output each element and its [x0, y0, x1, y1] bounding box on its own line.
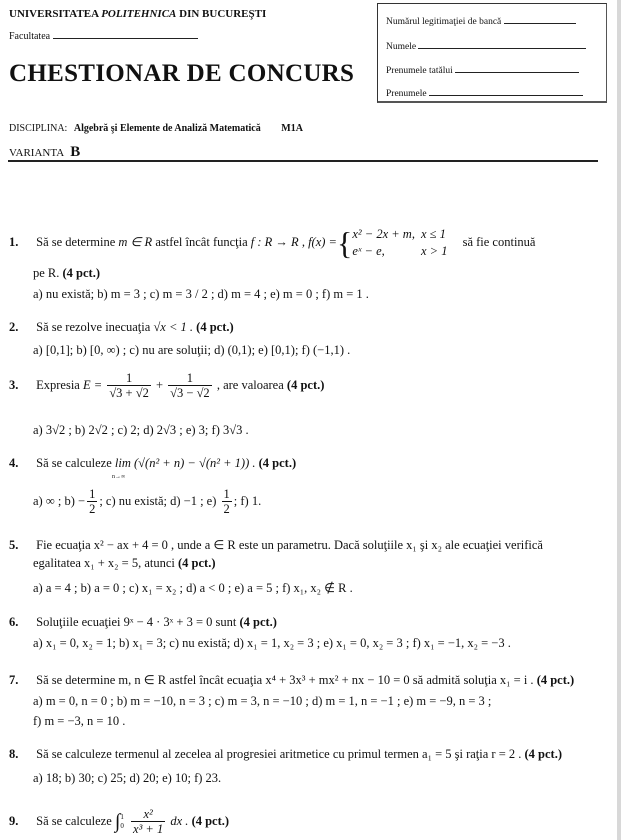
faculty-blank[interactable]	[53, 27, 198, 39]
bench-number-blank[interactable]	[504, 12, 576, 24]
question-1-answers: a) nu există; b) m = 3 ; c) m = 3 / 2 ; d) m = 4 ; e) m = 0 ; f) m = 1 .	[33, 287, 369, 301]
variant-line: VARIANTA B	[9, 144, 81, 160]
question-6: 6. Soluţiile ecuaţiei 9ˣ − 4 · 3ˣ + 3 = 0 sunt (4 pct.)	[9, 615, 277, 629]
university-name: UNIVERSITATEA POLITEHNICA DIN BUCUREŞTI	[9, 8, 267, 20]
question-3: 3. Expresia E = $\frac{1}{√3 + √2}$ + $\frac{1}{√3 - √2}$ , are valoarea (4 pct.)	[9, 371, 325, 400]
question-2-answers: a) [0,1]; b) [0, ∞) ; c) nu are soluţii; d) (0,1); e) [0,1); f) (−1,1) .	[33, 343, 351, 357]
id-row-last-name: Numele	[386, 37, 586, 52]
id-row-bench-number: Numărul legitimaţiei de bancă	[386, 12, 576, 27]
first-name-blank[interactable]	[429, 84, 583, 96]
question-9: 9. Să se calculeze ∫ 1 0 $\frac{\text{x²}}{\text{x³ + 1}}$ dx . (4 pct.)	[9, 807, 230, 836]
question-1: 1. Să se determine m ∈ R astfel încât funcţia f : R → R , f(x) ={ x² − 2x + m, x ≤ 1 eˣ − e, x > 1 să fie continuă	[9, 225, 536, 261]
fraction-1: $\frac{1}{√3 + √2}$	[109, 371, 149, 400]
answer-e-fraction: $\frac{1}{2}$	[223, 487, 230, 516]
limit-subscript: n→∞	[112, 474, 126, 480]
header-divider	[8, 160, 598, 162]
faculty-field: Facultatea	[9, 27, 198, 42]
question-2: 2. Să se rezolve inecuaţia √x < 1 . (4 pct.)	[9, 320, 234, 334]
piecewise-cases: x² − 2x + m, x ≤ 1 eˣ − e, x > 1	[352, 227, 448, 258]
page-edge	[617, 0, 621, 840]
question-7-answers-1: a) m = 0, n = 0 ; b) m = −10, n = 3 ; c) m = 3, n = −10 ; d) m = 1, n = −1 ; e) m = −9, n = 3 ;	[33, 694, 492, 708]
question-5: 5. Fie ecuaţia x² − ax + 4 = 0 , unde a ∈ R este un parametru. Dacă soluţiile x₁ şi x₂ ale ecuaţiei verifică	[9, 538, 543, 552]
id-row-father-name: Prenumele tatălui	[386, 61, 579, 76]
question-4-answers: a) ∞ ; b) − $\frac{1}{2}$ ; c) nu există; d) −1 ; e) $\frac{1}{2}$ ; f) 1.	[33, 487, 262, 516]
fraction-2: $\frac{1}{√3 - √2}$	[170, 371, 210, 400]
last-name-blank[interactable]	[418, 37, 586, 49]
discipline-line: DISCIPLINA: Algebră şi Elemente de Analiză Matematică M1A	[9, 123, 303, 134]
integral-limits: 1 0	[120, 813, 124, 830]
id-row-first-name: Prenumele	[386, 84, 583, 99]
piecewise-brace: {	[336, 225, 353, 261]
question-5-answers: a) a = 4 ; b) a = 0 ; c) x₁ = x₂ ; d) a < 0 ; e) a = 5 ; f) x₁, x₂ ∉ R .	[33, 581, 353, 595]
question-5-line2: egalitatea x₁ + x₂ = 5, atunci (4 pct.)	[33, 556, 216, 570]
question-6-answers: a) x₁ = 0, x₂ = 1; b) x₁ = 3; c) nu există; d) x₁ = 1, x₂ = 3 ; e) x₁ = 0, x₂ = 3 ; f) x₁ = −1, x₂ = −3 .	[33, 636, 511, 650]
question-3-answers: a) 3√2 ; b) 2√2 ; c) 2; d) 2√3 ; e) 3; f) 3√3 .	[33, 423, 249, 437]
question-1-line2: pe R. (4 pct.)	[33, 266, 101, 280]
father-name-blank[interactable]	[455, 61, 579, 73]
page-title: CHESTIONAR DE CONCURS	[9, 60, 355, 87]
candidate-id-box	[377, 3, 607, 103]
question-8-answers: a) 18; b) 30; c) 25; d) 20; e) 10; f) 23.	[33, 771, 222, 785]
question-8: 8. Să se calculeze termenul al zecelea al progresiei aritmetice cu primul termen a₁ = 5 şi raţia r = 2 . (4 pct.)	[9, 747, 562, 761]
answer-b-fraction: $\frac{1}{2}$	[89, 487, 96, 516]
integrand-fraction: $\frac{\text{x²}}{\text{x³ + 1}}$	[133, 807, 164, 836]
integral-sign: ∫	[114, 810, 121, 833]
question-7: 7. Să se determine m, n ∈ R astfel încât ecuaţia x⁴ + 3x³ + mx² + nx − 10 = 0 să admită soluţia x₁ = i . (4 pct.)	[9, 673, 575, 687]
question-4: 4. Să se calculeze lim (√(n² + n) − √(n² + 1)) . (4 pct.)	[9, 456, 297, 470]
question-7-answers-2: f) m = −3, n = 10 .	[33, 714, 126, 728]
